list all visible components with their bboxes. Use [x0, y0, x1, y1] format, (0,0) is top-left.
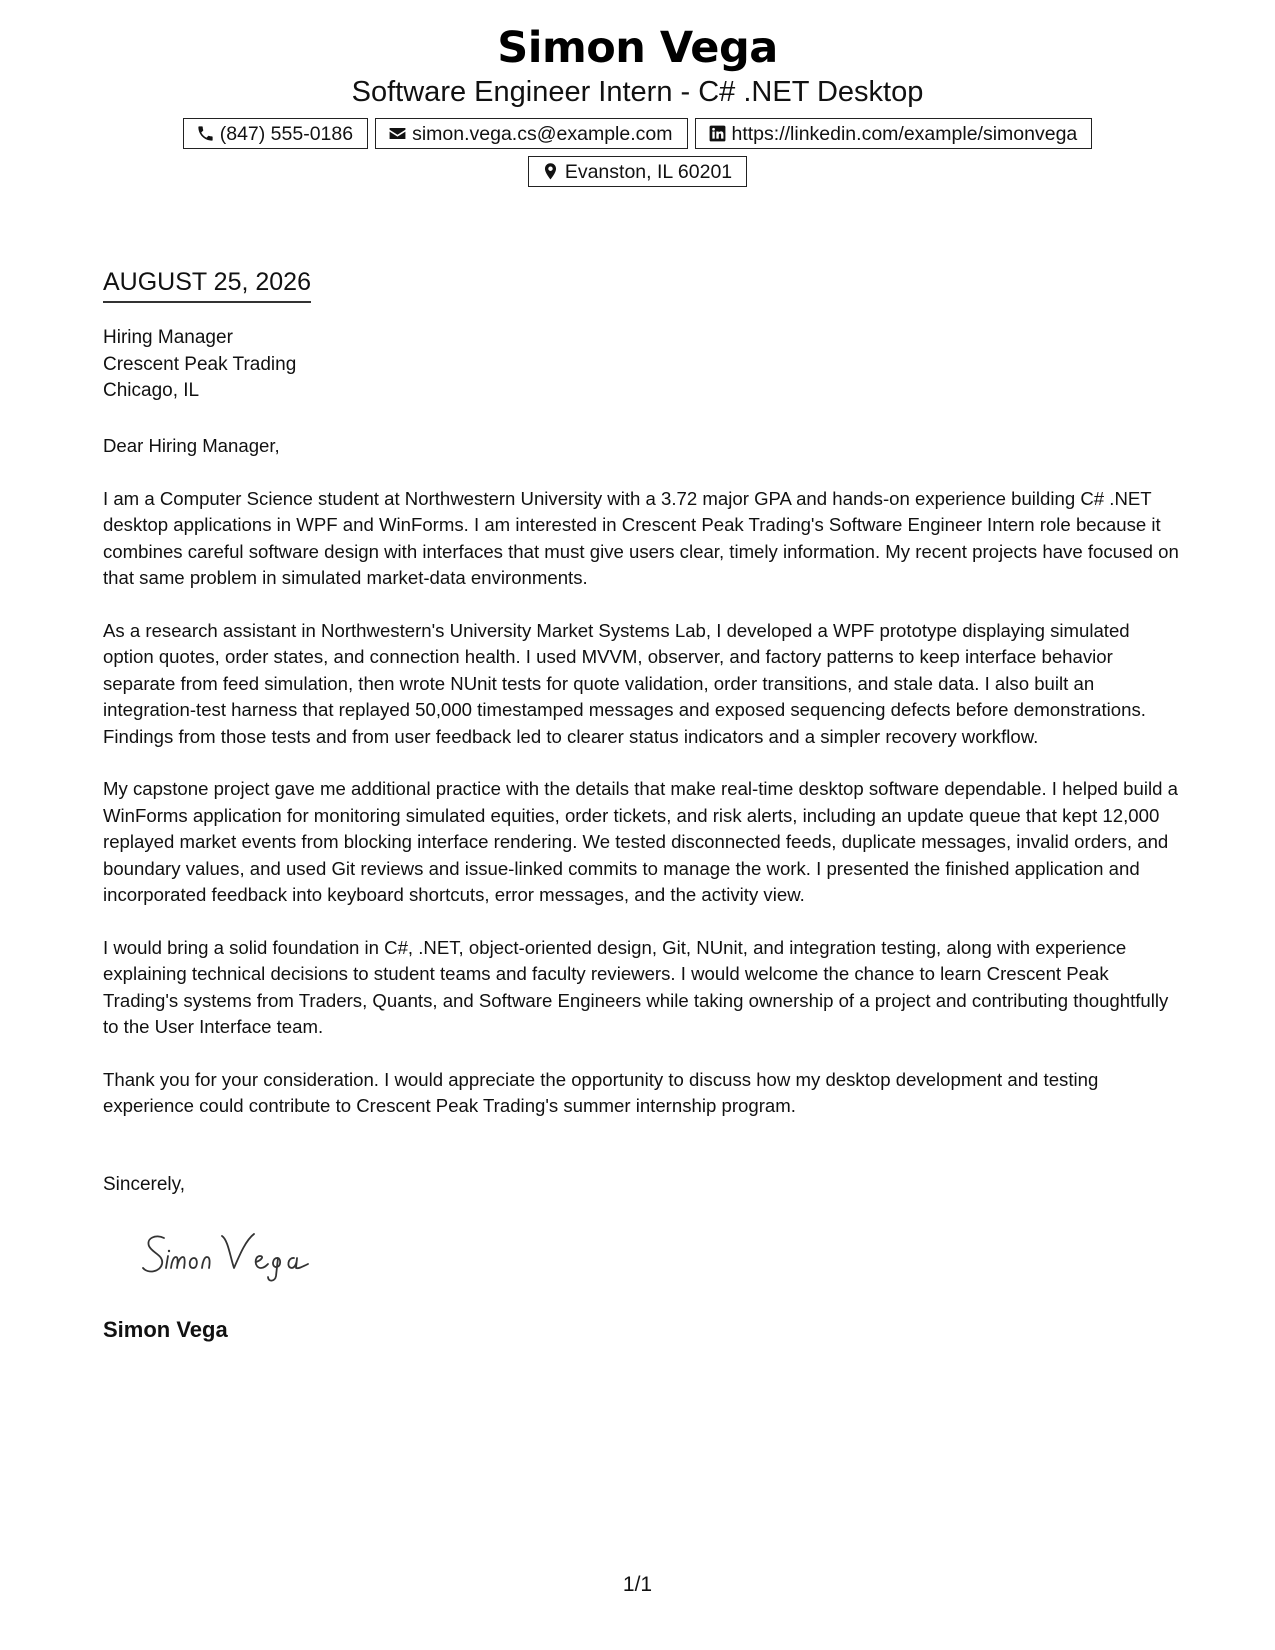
- closing: Sincerely,: [103, 1174, 186, 1195]
- page-number: 1/1: [622, 1573, 653, 1596]
- contact-phone[interactable]: [183, 118, 368, 149]
- body-paragraph-3: My capstone project gave me additional practice with the details that make real-time desktop software dependable. I helped build a WinForms application for monitoring simulated equities, order tickets, and risk alerts, including an update queue that kept 12,000 replayed market events from blocking interface rendering. We tested disconnected feeds, duplicate messages, invalid orders, and boundary values, and used Git reviews and issue-linked commits to manage the work. I presented the finished application and incorporated feedback into keyboard shortcuts, error messages, and the activity view.: [103, 778, 1178, 905]
- email-text: simon.vega.cs@example.com: [412, 122, 673, 145]
- letter-body: [103, 433, 1183, 1146]
- handwritten-signature: [140, 1226, 330, 1284]
- recipient-block: [103, 325, 296, 405]
- body-paragraph-4: I would bring a solid foundation in C#, .NET, object-oriented design, Git, NUnit, and integration testing, along with experience explaining technical decisions to student teams and faculty reviewers. I would welcome the chance to learn Crescent Peak Trading's systems from Traders, Quants, and Software Engineers while taking ownership of a project and contributing thoughtfully to the User Interface team.: [103, 936, 1169, 1037]
- recipient-company: Crescent Peak Trading: [103, 353, 297, 375]
- contact-info: [138, 118, 1138, 187]
- phone-text: (847) 555-0186: [219, 122, 354, 145]
- recipient-location: Chicago, IL: [103, 380, 200, 401]
- recipient-title: Hiring Manager: [103, 327, 233, 348]
- location-text: Evanston, IL 60201: [564, 160, 733, 183]
- linkedin-text: https://linkedin.com/example/simonvega: [731, 122, 1078, 145]
- applicant-name: Simon Vega: [497, 23, 778, 73]
- signer-name: Simon Vega: [103, 1317, 228, 1342]
- contact-location: [528, 156, 747, 187]
- body-paragraph-2: As a research assistant in Northwestern's University Market Systems Lab, I developed a WPF prototype displaying simulated option quotes, order states, and connection health. I used MVVM, observer, and factory patterns to keep interface behavior separate from feed simulation, then wrote NUnit tests for quote validation, order transitions, and stale data. I also built an integration-test harness that replayed 50,000 timestamped messages and exposed sequencing defects before demonstrations. Findings from those tests and from user feedback led to clearer status indicators and a simpler recovery workflow.: [103, 619, 1146, 747]
- contact-linkedin[interactable]: [695, 118, 1093, 149]
- body-paragraph-5: Thank you for your consideration. I would appreciate the opportunity to discuss how my desktop development and testing experience could contribute to Crescent Peak Trading's summer internship program.: [103, 1068, 1099, 1116]
- phone-icon: [196, 124, 215, 143]
- map-pin-icon: [541, 162, 560, 181]
- greeting: Dear Hiring Manager,: [103, 435, 280, 456]
- body-paragraph-1: I am a Computer Science student at Northwestern University with a 3.72 major GPA and hands-on experience building C# .NET desktop applications in WPF and WinForms. I am interested in Crescent Peak Trading's Software Engineer Intern role because it combines careful software design with interfaces that must give users clear, timely information. My recent projects have focused on that same problem in simulated market-data environments.: [103, 487, 1179, 588]
- letter-header: [0, 20, 1275, 187]
- contact-email[interactable]: [375, 118, 687, 149]
- linkedin-icon: [708, 124, 727, 143]
- letter-date: AUGUST 25, 2026: [103, 266, 311, 303]
- envelope-icon: [388, 124, 407, 143]
- target-role: Software Engineer Intern - C# .NET Desktop: [351, 76, 924, 108]
